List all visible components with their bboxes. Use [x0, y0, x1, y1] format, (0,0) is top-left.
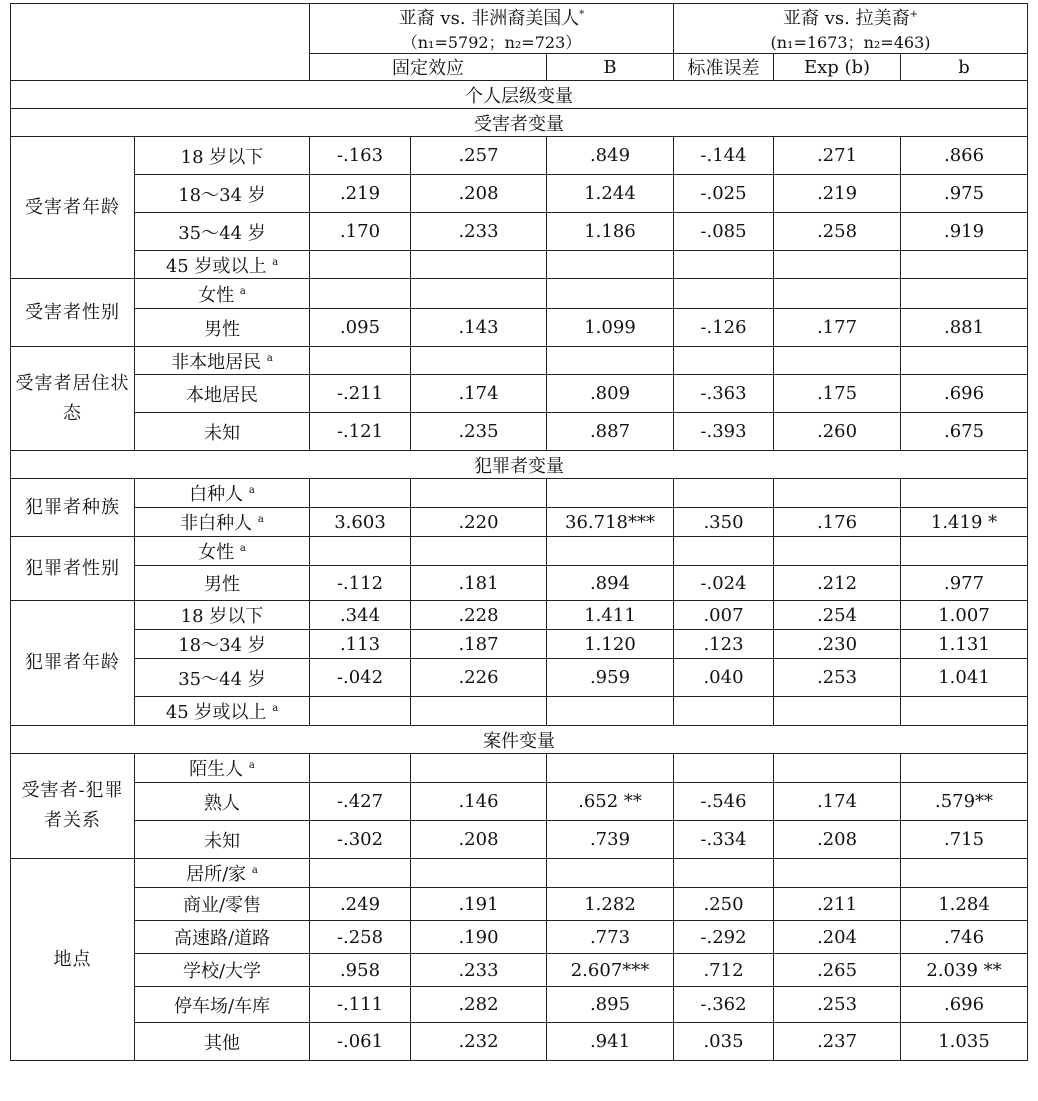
- value-cell: .958: [310, 954, 411, 987]
- value-cell: [547, 754, 674, 783]
- value-cell: .249: [310, 888, 411, 921]
- reference-marker: a: [251, 865, 258, 876]
- value-cell: 1.284: [901, 888, 1028, 921]
- value-cell: -.085: [674, 213, 774, 251]
- row-label: [135, 309, 310, 347]
- row-label: [135, 479, 310, 508]
- value-cell: .211: [774, 888, 901, 921]
- value-cell: [774, 347, 901, 375]
- reference-marker: a: [248, 760, 255, 771]
- value-cell: [901, 697, 1028, 726]
- value-cell: [774, 754, 901, 783]
- value-cell: [901, 347, 1028, 375]
- table-row: [11, 137, 1028, 175]
- value-cell: [901, 479, 1028, 508]
- table-row: [11, 954, 1028, 987]
- value-cell: [547, 859, 674, 888]
- row-label: [135, 601, 310, 630]
- value-cell: .739: [547, 821, 674, 859]
- value-cell: [774, 859, 901, 888]
- value-cell: [547, 697, 674, 726]
- group-label: 受害者年龄: [11, 137, 135, 279]
- value-cell: 3.603: [310, 508, 411, 537]
- row-label: [135, 921, 310, 954]
- value-cell: 2.039 **: [901, 954, 1028, 987]
- row-label: [135, 213, 310, 251]
- value-cell: [901, 537, 1028, 566]
- section-title: 个人层级变量: [11, 81, 1028, 109]
- row-label-text: 女性: [198, 542, 235, 563]
- value-cell: .219: [310, 175, 411, 213]
- value-cell: [774, 479, 901, 508]
- value-cell: .696: [901, 987, 1028, 1023]
- row-label-text: 女性: [198, 284, 235, 306]
- value-cell: [411, 859, 547, 888]
- value-cell: [411, 347, 547, 375]
- value-cell: .220: [411, 508, 547, 537]
- value-cell: -.363: [674, 375, 774, 413]
- value-cell: -.025: [674, 175, 774, 213]
- value-cell: [310, 537, 411, 566]
- value-cell: .260: [774, 413, 901, 451]
- reference-marker: a: [257, 514, 264, 525]
- row-label: [135, 413, 310, 451]
- value-cell: 1.035: [901, 1023, 1028, 1061]
- value-cell: [674, 537, 774, 566]
- value-cell: [774, 697, 901, 726]
- value-cell: [411, 251, 547, 279]
- table-row: [11, 754, 1028, 783]
- row-label: [135, 987, 310, 1023]
- value-cell: -.061: [310, 1023, 411, 1061]
- value-cell: [411, 537, 547, 566]
- table-row: [11, 783, 1028, 821]
- reference-marker: a: [272, 703, 279, 714]
- value-cell: .282: [411, 987, 547, 1023]
- value-cell: 1.411: [547, 601, 674, 630]
- row-label: [135, 251, 310, 279]
- value-cell: .237: [774, 1023, 901, 1061]
- value-cell: 1.244: [547, 175, 674, 213]
- value-cell: .181: [411, 566, 547, 601]
- table-row: [11, 566, 1028, 601]
- row-label: [135, 888, 310, 921]
- value-cell: .675: [901, 413, 1028, 451]
- value-cell: .895: [547, 987, 674, 1023]
- value-cell: [901, 859, 1028, 888]
- value-cell: .941: [547, 1023, 674, 1061]
- row-label-text: 18～34 岁: [178, 184, 266, 206]
- row-label-text: 非白种人: [180, 513, 253, 534]
- value-cell: [411, 754, 547, 783]
- value-cell: .212: [774, 566, 901, 601]
- value-cell: .146: [411, 783, 547, 821]
- value-cell: [411, 479, 547, 508]
- table-row: [11, 821, 1028, 859]
- table-row: [11, 347, 1028, 375]
- value-cell: -.546: [674, 783, 774, 821]
- section-title: 犯罪者变量: [11, 451, 1028, 479]
- row-label: [135, 537, 310, 566]
- value-cell: .208: [774, 821, 901, 859]
- value-cell: [901, 754, 1028, 783]
- row-label-text: 高速路/道路: [173, 928, 271, 949]
- value-cell: 1.419 *: [901, 508, 1028, 537]
- row-label: [135, 137, 310, 175]
- value-cell: -.362: [674, 987, 774, 1023]
- value-cell: [674, 754, 774, 783]
- value-cell: .174: [411, 375, 547, 413]
- row-label-text: 35～44 岁: [178, 222, 266, 244]
- table-row: [11, 888, 1028, 921]
- value-cell: .233: [411, 954, 547, 987]
- table-row: [11, 175, 1028, 213]
- value-cell: .190: [411, 921, 547, 954]
- value-cell: .113: [310, 630, 411, 659]
- table-row: [11, 213, 1028, 251]
- value-cell: -.121: [310, 413, 411, 451]
- value-cell: [310, 754, 411, 783]
- value-cell: 2.607***: [547, 954, 674, 987]
- value-cell: 1.099: [547, 309, 674, 347]
- value-cell: .258: [774, 213, 901, 251]
- row-label-text: 35～44 岁: [178, 668, 266, 690]
- group2-title: 亚裔 vs. 拉美裔: [783, 8, 910, 29]
- value-cell: [774, 279, 901, 309]
- row-label-text: 18～34 岁: [178, 635, 266, 656]
- value-cell: .208: [411, 175, 547, 213]
- value-cell: .219: [774, 175, 901, 213]
- col-header-b2: b: [901, 54, 1028, 81]
- row-label: [135, 566, 310, 601]
- value-cell: 36.718***: [547, 508, 674, 537]
- value-cell: [674, 859, 774, 888]
- value-cell: [310, 251, 411, 279]
- group1-header: 亚裔 vs. 非洲裔美国人* （n₁=5792；n₂=723）: [310, 4, 674, 54]
- row-label: [135, 630, 310, 659]
- value-cell: -.024: [674, 566, 774, 601]
- value-cell: .257: [411, 137, 547, 175]
- row-label-text: 未知: [204, 830, 240, 852]
- fixed-effects-header: 固定效应: [310, 54, 547, 81]
- value-cell: .095: [310, 309, 411, 347]
- value-cell: .228: [411, 601, 547, 630]
- row-label-text: 其他: [204, 1032, 240, 1054]
- table-row: [11, 413, 1028, 451]
- row-label-text: 本地居民: [186, 384, 258, 406]
- value-cell: .175: [774, 375, 901, 413]
- value-cell: .746: [901, 921, 1028, 954]
- value-cell: .977: [901, 566, 1028, 601]
- value-cell: .254: [774, 601, 901, 630]
- section-title: 受害者变量: [11, 109, 1028, 137]
- row-label-text: 居所/家: [186, 864, 247, 885]
- group2-header: 亚裔 vs. 拉美裔+ (n₁=1673；n₂=463): [674, 4, 1028, 54]
- value-cell: .579**: [901, 783, 1028, 821]
- value-cell: -.163: [310, 137, 411, 175]
- value-cell: [547, 251, 674, 279]
- section-row: [11, 726, 1028, 754]
- header-blank-cell: [11, 4, 310, 81]
- value-cell: .715: [901, 821, 1028, 859]
- value-cell: 1.120: [547, 630, 674, 659]
- value-cell: .233: [411, 213, 547, 251]
- row-label: [135, 783, 310, 821]
- reference-marker: a: [272, 256, 279, 268]
- group-label: 犯罪者种族: [11, 479, 135, 537]
- section-row: [11, 109, 1028, 137]
- table-row: [11, 251, 1028, 279]
- value-cell: .177: [774, 309, 901, 347]
- value-cell: .849: [547, 137, 674, 175]
- row-label: [135, 375, 310, 413]
- row-label: [135, 659, 310, 697]
- group2-sub: (n₁=1673；n₂=463): [770, 33, 931, 52]
- value-cell: .143: [411, 309, 547, 347]
- value-cell: [547, 479, 674, 508]
- value-cell: -.393: [674, 413, 774, 451]
- row-label-text: 非本地居民: [171, 351, 262, 373]
- row-label-text: 18 岁以下: [180, 146, 264, 168]
- row-label-text: 熟人: [204, 792, 240, 814]
- table-row: [11, 630, 1028, 659]
- row-label-text: 停车场/车库: [173, 995, 271, 1017]
- group1-title: 亚裔 vs. 非洲裔美国人: [398, 8, 580, 29]
- value-cell: [674, 697, 774, 726]
- value-cell: [674, 279, 774, 309]
- value-cell: -.302: [310, 821, 411, 859]
- row-label-text: 男性: [204, 574, 240, 595]
- value-cell: .959: [547, 659, 674, 697]
- value-cell: [310, 697, 411, 726]
- group-label: 受害者-犯罪者关系: [11, 754, 135, 859]
- value-cell: [901, 279, 1028, 309]
- table-row: [11, 859, 1028, 888]
- value-cell: .204: [774, 921, 901, 954]
- value-cell: [547, 279, 674, 309]
- value-cell: 1.186: [547, 213, 674, 251]
- value-cell: -.042: [310, 659, 411, 697]
- value-cell: -.126: [674, 309, 774, 347]
- value-cell: .230: [774, 630, 901, 659]
- table-row: [11, 659, 1028, 697]
- row-label-text: 男性: [204, 318, 240, 340]
- value-cell: [547, 347, 674, 375]
- col-header-se1: 标准误差: [674, 54, 774, 81]
- row-label: [135, 1023, 310, 1061]
- value-cell: .208: [411, 821, 547, 859]
- group-label: 犯罪者性别: [11, 537, 135, 601]
- value-cell: .174: [774, 783, 901, 821]
- value-cell: [411, 697, 547, 726]
- row-label: [135, 859, 310, 888]
- value-cell: [901, 251, 1028, 279]
- value-cell: .187: [411, 630, 547, 659]
- value-cell: .894: [547, 566, 674, 601]
- row-label: [135, 821, 310, 859]
- section-row: [11, 451, 1028, 479]
- value-cell: .350: [674, 508, 774, 537]
- table-row: [11, 1023, 1028, 1061]
- row-label-text: 18 岁以下: [180, 606, 264, 627]
- row-label: [135, 175, 310, 213]
- value-cell: .696: [901, 375, 1028, 413]
- col-header-expb1: Exp (b): [774, 54, 901, 81]
- value-cell: [411, 279, 547, 309]
- header-row-groups: [11, 4, 1028, 54]
- value-cell: .975: [901, 175, 1028, 213]
- value-cell: -.144: [674, 137, 774, 175]
- reference-marker: a: [248, 485, 255, 496]
- value-cell: .271: [774, 137, 901, 175]
- value-cell: [310, 479, 411, 508]
- table-row: [11, 309, 1028, 347]
- table-row: [11, 279, 1028, 309]
- row-label: [135, 697, 310, 726]
- value-cell: .809: [547, 375, 674, 413]
- value-cell: -.258: [310, 921, 411, 954]
- value-cell: .226: [411, 659, 547, 697]
- value-cell: .253: [774, 987, 901, 1023]
- value-cell: [310, 859, 411, 888]
- value-cell: .253: [774, 659, 901, 697]
- table-row: [11, 987, 1028, 1023]
- table-row: [11, 697, 1028, 726]
- group1-sub: （n₁=5792；n₂=723）: [401, 33, 582, 52]
- table-row: [11, 537, 1028, 566]
- row-label: [135, 508, 310, 537]
- value-cell: [674, 347, 774, 375]
- value-cell: -.292: [674, 921, 774, 954]
- row-label: [135, 754, 310, 783]
- value-cell: .265: [774, 954, 901, 987]
- value-cell: -.211: [310, 375, 411, 413]
- value-cell: [547, 537, 674, 566]
- section-row: [11, 81, 1028, 109]
- value-cell: [774, 251, 901, 279]
- value-cell: 1.007: [901, 601, 1028, 630]
- table-row: [11, 601, 1028, 630]
- table-row: [11, 921, 1028, 954]
- table-row: [11, 375, 1028, 413]
- value-cell: .007: [674, 601, 774, 630]
- value-cell: .881: [901, 309, 1028, 347]
- value-cell: .919: [901, 213, 1028, 251]
- row-label: [135, 279, 310, 309]
- row-label: [135, 954, 310, 987]
- value-cell: .040: [674, 659, 774, 697]
- value-cell: .176: [774, 508, 901, 537]
- table-row: [11, 508, 1028, 537]
- value-cell: -.111: [310, 987, 411, 1023]
- row-label-text: 商业/零售: [182, 895, 262, 916]
- row-label-text: 未知: [204, 422, 240, 444]
- regression-results-table: [10, 3, 1028, 1061]
- value-cell: .235: [411, 413, 547, 451]
- value-cell: .344: [310, 601, 411, 630]
- value-cell: .191: [411, 888, 547, 921]
- value-cell: -.112: [310, 566, 411, 601]
- value-cell: .170: [310, 213, 411, 251]
- value-cell: .123: [674, 630, 774, 659]
- value-cell: 1.041: [901, 659, 1028, 697]
- table-row: [11, 479, 1028, 508]
- value-cell: [674, 251, 774, 279]
- group-label: 犯罪者年龄: [11, 601, 135, 726]
- value-cell: .232: [411, 1023, 547, 1061]
- value-cell: [674, 479, 774, 508]
- col-header-b1: B: [547, 54, 674, 81]
- value-cell: [310, 347, 411, 375]
- value-cell: .773: [547, 921, 674, 954]
- row-label-text: 45 岁或以上: [165, 255, 267, 277]
- reference-marker: a: [266, 352, 273, 364]
- group-label: 受害者性别: [11, 279, 135, 347]
- section-title: 案件变量: [11, 726, 1028, 754]
- value-cell: .652 **: [547, 783, 674, 821]
- row-label: [135, 347, 310, 375]
- value-cell: [774, 537, 901, 566]
- group-label: 受害者居住状态: [11, 347, 135, 451]
- value-cell: -.334: [674, 821, 774, 859]
- row-label-text: 陌生人: [189, 759, 244, 780]
- value-cell: .250: [674, 888, 774, 921]
- value-cell: [310, 279, 411, 309]
- value-cell: .035: [674, 1023, 774, 1061]
- value-cell: 1.131: [901, 630, 1028, 659]
- group-label: 地点: [11, 859, 135, 1061]
- value-cell: .866: [901, 137, 1028, 175]
- row-label-text: 学校/大学: [182, 961, 262, 982]
- reference-marker: a: [239, 285, 246, 297]
- row-label-text: 45 岁或以上: [165, 702, 267, 723]
- value-cell: .887: [547, 413, 674, 451]
- reference-marker: a: [239, 543, 246, 554]
- value-cell: 1.282: [547, 888, 674, 921]
- row-label-text: 白种人: [189, 484, 244, 505]
- value-cell: -.427: [310, 783, 411, 821]
- value-cell: .712: [674, 954, 774, 987]
